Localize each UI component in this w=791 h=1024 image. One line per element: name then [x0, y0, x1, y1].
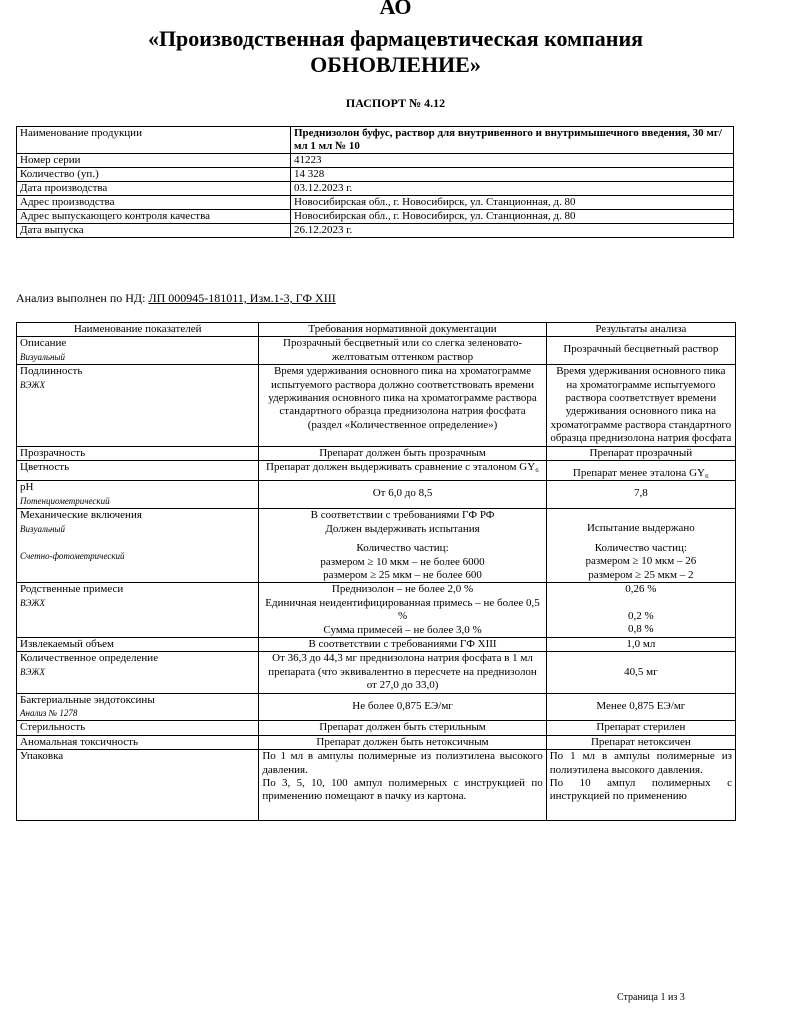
- req-line: По 1 мл в ампулы полимерные из полиэтилена высокого давления.: [262, 750, 543, 776]
- row-requirement: [259, 750, 546, 821]
- info-value: Преднизолон буфус, раствор для внутривенного и внутримышечного введения, 30 мг/мл 1 мл № 10: [291, 127, 734, 154]
- table-row: [17, 750, 736, 821]
- table-row: [17, 509, 736, 583]
- row-method: Счетно-фотометрический: [20, 551, 125, 562]
- res-line: Количество частиц:: [594, 541, 687, 554]
- row-name: Аномальная токсичность: [17, 735, 259, 749]
- analysis-nd: ЛП 000945-181011, Изм.1-3, ГФ XIII: [148, 291, 336, 305]
- row-result: [546, 583, 735, 638]
- row-name: [17, 693, 259, 721]
- table-row: [17, 721, 736, 735]
- company-name-line1: «Производственная фармацевтическая компания: [147, 26, 644, 51]
- table-row: [17, 196, 734, 210]
- row-result: [546, 509, 735, 583]
- row-result: 7,8: [546, 481, 735, 509]
- row-result: Менее 0,875 ЕЭ/мг: [546, 693, 735, 721]
- info-key: Наименование продукции: [17, 127, 291, 154]
- req-line: размером ≥ 10 мкм – не более 6000: [320, 555, 485, 568]
- company-name-line2: ОБНОВЛЕНИЕ»: [310, 52, 481, 77]
- table-row: [17, 461, 736, 481]
- info-value: 14 328: [291, 168, 734, 182]
- row-name: [17, 509, 259, 583]
- row-result: Препарат стерилен: [546, 721, 735, 735]
- info-value: 03.12.2023 г.: [291, 182, 734, 196]
- table-row: [17, 224, 734, 238]
- passport-title: ПАСПОРТ № 4.12: [345, 96, 446, 110]
- row-name: [17, 365, 259, 446]
- row-method: Визуальный: [20, 523, 66, 534]
- header-name: Наименование показателей: [17, 323, 259, 337]
- row-requirement: Время удерживания основного пика на хроматограмме испытуемого раствора должно соответствовать времени удерживания основного пика на хроматограмме раствора стандартного образца преднизолона натрия фосфата (раздел «Количественное определение»): [259, 365, 546, 446]
- row-requirement: Препарат должен быть стерильным: [259, 721, 546, 735]
- res-line: По 1 мл в ампулы полимерные из полиэтилена высокого давления.: [549, 750, 732, 776]
- table-row: [17, 337, 736, 365]
- info-key: Адрес производства: [17, 196, 291, 210]
- table-row: [17, 446, 736, 460]
- req-line: По 3, 5, 10, 100 ампул полимерных с инструкцией по применению помещают в пачку из картона.: [262, 777, 543, 803]
- info-value: Новосибирская обл., г. Новосибирск, ул. Станционная, д. 80: [291, 210, 734, 224]
- row-title: Количественное определение: [20, 652, 159, 665]
- row-title: Механические включения: [20, 509, 142, 522]
- req-line: Сумма примесей – не более 3,0 %: [323, 623, 482, 636]
- row-name: Упаковка: [17, 750, 259, 821]
- header-results: Результаты анализа: [546, 323, 735, 337]
- req-line: Должен выдерживать испытания: [325, 522, 480, 535]
- row-requirement: Препарат должен быть прозрачным: [259, 446, 546, 460]
- table-row: [17, 210, 734, 224]
- row-name: Цветность: [17, 461, 259, 481]
- row-name: [17, 481, 259, 509]
- row-method: ВЭЖХ: [20, 666, 46, 677]
- info-key: Дата выпуска: [17, 224, 291, 238]
- analysis-table: [16, 322, 736, 821]
- row-result: 1,0 мл: [546, 637, 735, 651]
- info-key: Дата производства: [17, 182, 291, 196]
- row-method: Анализ № 1278: [20, 707, 78, 718]
- row-title: Бактериальные эндотоксины: [20, 693, 155, 706]
- row-result: Время удерживания основного пика на хроматограмме испытуемого раствора соответствует времени удерживания основного пика на хроматограмме раствора стандартного образца преднизолона натрия фосфата: [546, 365, 735, 446]
- row-requirement: [259, 583, 546, 638]
- res-line: 0,26 %: [625, 583, 657, 596]
- analysis-prefix: Анализ выполнен по НД:: [16, 291, 146, 305]
- row-title: Родственные примеси: [20, 583, 124, 596]
- row-name: [17, 583, 259, 638]
- info-value: Новосибирская обл., г. Новосибирск, ул. Станционная, д. 80: [291, 196, 734, 210]
- row-requirement: От 36,3 до 44,3 мг преднизолона натрия фосфата в 1 мл препарата (что эквивалентно в пересчете на преднизолон от 27,0 до 33,0): [259, 652, 546, 693]
- header-requirements: Требования нормативной документации: [259, 323, 546, 337]
- table-header-row: [17, 323, 736, 337]
- row-method: ВЭЖХ: [20, 597, 46, 608]
- res-line: размером ≥ 25 мкм – 2: [588, 568, 694, 581]
- res-line: размером ≥ 10 мкм – 26: [585, 555, 697, 568]
- row-result: Препарат менее эталона GY₆: [546, 461, 735, 481]
- table-row: [17, 652, 736, 693]
- table-row: [17, 127, 734, 154]
- row-title: Описание: [20, 337, 67, 350]
- table-row: [17, 637, 736, 651]
- res-line: 0,2 %: [628, 609, 654, 622]
- page-number: Страница 1 из 3: [617, 992, 685, 1003]
- info-key: Адрес выпускающего контроля качества: [17, 210, 291, 224]
- table-row: [17, 365, 736, 446]
- row-name: [17, 652, 259, 693]
- table-row: [17, 481, 736, 509]
- row-result: Препарат прозрачный: [546, 446, 735, 460]
- row-title: pH: [20, 481, 34, 494]
- row-requirement: [259, 509, 546, 583]
- table-row: [17, 154, 734, 168]
- row-method: Визуальный: [20, 351, 66, 362]
- info-value: 41223: [291, 154, 734, 168]
- res-line: Испытание выдержано: [586, 522, 695, 535]
- table-row: [17, 182, 734, 196]
- req-line: В соответствии с требованиями ГФ РФ: [310, 509, 495, 522]
- row-name: Прозрачность: [17, 446, 259, 460]
- row-requirement: Прозрачный бесцветный или со слегка зеленовато-желтоватым оттенком раствор: [259, 337, 546, 365]
- row-name: Извлекаемый объем: [17, 637, 259, 651]
- row-name: Стерильность: [17, 721, 259, 735]
- req-line: Количество частиц:: [356, 542, 449, 555]
- row-requirement: Препарат должен быть нетоксичным: [259, 735, 546, 749]
- req-line: размером ≥ 25 мкм – не более 600: [323, 568, 482, 581]
- row-result: Препарат нетоксичен: [546, 735, 735, 749]
- info-key: Количество (уп.): [17, 168, 291, 182]
- table-row: [17, 693, 736, 721]
- row-requirement: В соответствии с требованиями ГФ XIII: [259, 637, 546, 651]
- res-line: По 10 ампул полимерных с инструкцией по применению: [549, 777, 732, 803]
- company-type: АО: [379, 0, 412, 19]
- analysis-reference: [16, 291, 336, 306]
- row-method: Потенциометрический: [20, 495, 110, 506]
- row-method: ВЭЖХ: [20, 379, 46, 390]
- req-line: Единичная неидентифицированная примесь – не более 0,5 %: [265, 596, 540, 623]
- info-value: 26.12.2023 г.: [291, 224, 734, 238]
- row-requirement: Не более 0,875 ЕЭ/мг: [259, 693, 546, 721]
- row-result: Прозрачный бесцветный раствор: [546, 337, 735, 365]
- row-title: Подлинность: [20, 365, 83, 378]
- row-requirement: Препарат должен выдерживать сравнение с эталоном GY₆: [259, 461, 546, 481]
- row-name: [17, 337, 259, 365]
- row-result: [546, 750, 735, 821]
- row-requirement: От 6,0 до 8,5: [259, 481, 546, 509]
- row-result: 40,5 мг: [546, 652, 735, 693]
- req-line: Преднизолон – не более 2,0 %: [331, 583, 474, 596]
- table-row: [17, 168, 734, 182]
- res-line: 0,8 %: [628, 623, 654, 636]
- company-name: [0, 26, 791, 78]
- product-info-table: [16, 126, 734, 238]
- table-row: [17, 735, 736, 749]
- info-key: Номер серии: [17, 154, 291, 168]
- table-row: [17, 583, 736, 638]
